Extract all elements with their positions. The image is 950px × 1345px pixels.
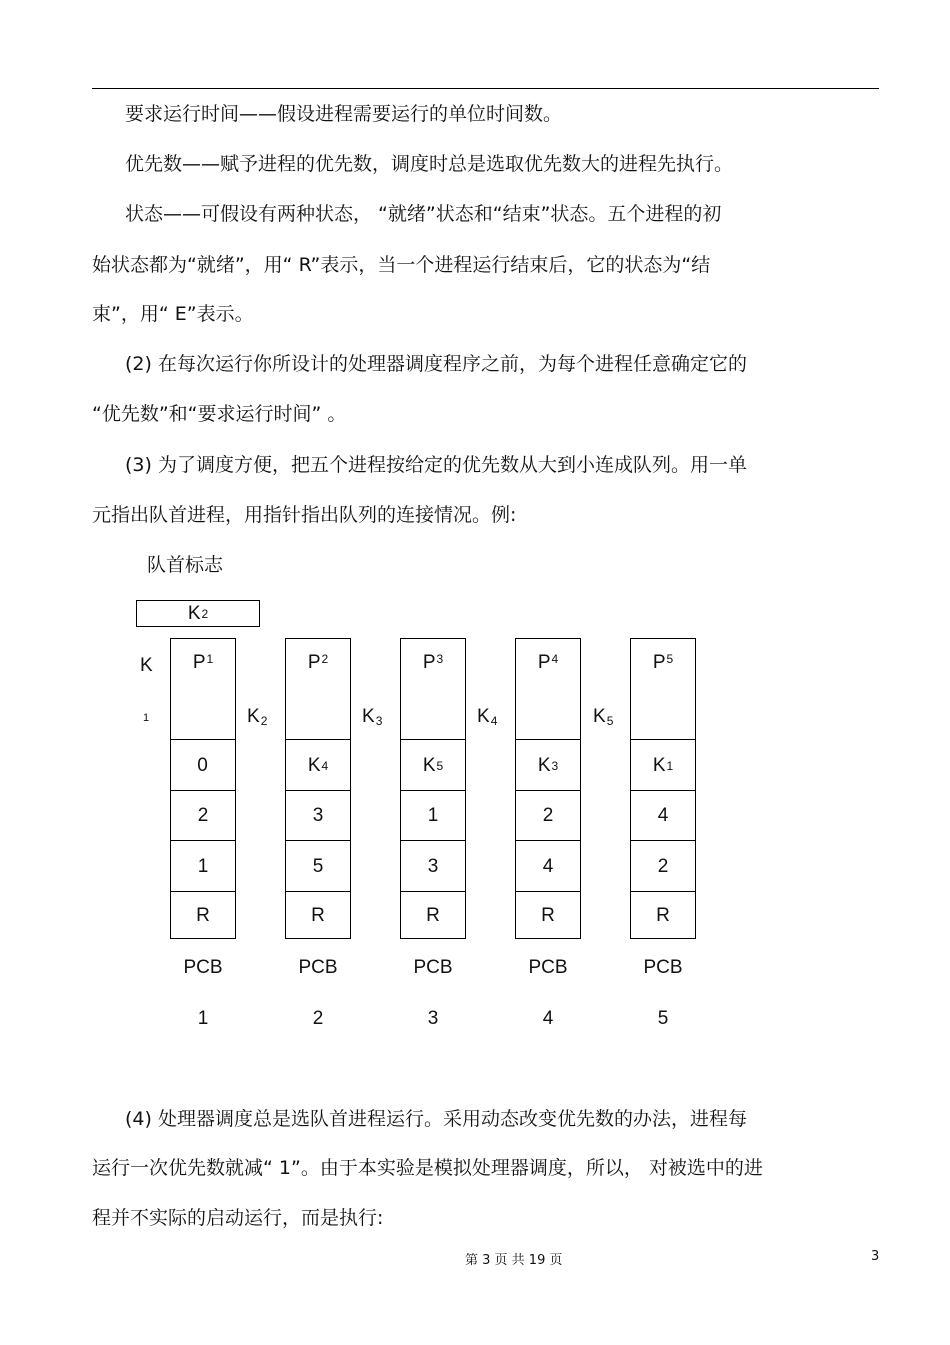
pcb-3-state-text: R <box>426 905 440 926</box>
pcb-2-field-next <box>286 739 350 791</box>
pcb-2-state-text: R <box>311 905 325 926</box>
pcb-5-next-text: K <box>652 754 666 776</box>
pcb-box-4 <box>515 638 581 939</box>
pcb-4-field-state <box>516 891 580 940</box>
link-pointer-1-letter: K <box>247 706 260 727</box>
pcb-4-priority-text: 2 <box>542 805 554 826</box>
pcb-3-name-sub: 3 <box>436 652 444 666</box>
diagram-caption: 队首标志 <box>147 555 224 576</box>
pcb-4-state-text: R <box>541 905 555 926</box>
footer-page-number: 3 <box>871 1249 880 1264</box>
para-line-12: 程并不实际的启动运行，而是执行: <box>92 1207 384 1229</box>
pcb-3-name-text: P <box>422 652 436 673</box>
para-line-10: (4) 处理器调度总是选队首进程运行。采用动态改变优先数的办法，进程每 <box>125 1108 747 1130</box>
queue-head-sub: 2 <box>201 606 209 621</box>
pcb-1-next-text: 0 <box>197 754 208 776</box>
queue-head-letter: K <box>187 602 201 624</box>
pcb-1-field-next <box>171 739 235 791</box>
para-line-2: 优先数——赋予进程的优先数，调度时总是选取优先数大的进程先执行。 <box>125 153 734 175</box>
pcb-1-name-sub: 1 <box>206 652 214 666</box>
link-pointer-3-letter: K <box>477 706 490 727</box>
pcb-5-label: PCB <box>643 957 683 978</box>
link-pointer-3-sub: 4 <box>490 714 498 728</box>
pcb-5-priority-text: 4 <box>657 805 669 826</box>
queue-head-box <box>136 600 260 627</box>
pcb-1-name-text: P <box>192 652 206 673</box>
link-pointer-4-letter: K <box>593 706 606 727</box>
pcb-1-field-time <box>171 840 235 892</box>
para-line-3: 状态——可假设有两种状态， “就绪”状态和“结束”状态。五个进程的初 <box>125 203 722 225</box>
pcb-box-3 <box>400 638 466 939</box>
pcb-5-field-priority <box>631 790 695 841</box>
para-line-7: “优先数”和“要求运行时间” 。 <box>92 403 347 425</box>
pcb-1-field-priority <box>171 790 235 841</box>
pcb-4-field-priority <box>516 790 580 841</box>
pcb-3-field-time <box>401 840 465 892</box>
pcb-3-priority-text: 1 <box>427 805 439 826</box>
pcb-box-5 <box>630 638 696 939</box>
link-pointer-2-letter: K <box>362 706 375 727</box>
pcb-5-field-state <box>631 891 695 940</box>
pcb-2-next-sub: 4 <box>321 758 329 773</box>
pcb-4-field-name <box>516 639 580 739</box>
pcb-5-name-text: P <box>652 652 666 673</box>
pcb-1-field-name <box>171 639 235 739</box>
link-pointer-1 <box>247 706 267 728</box>
pcb-3-field-next <box>401 739 465 791</box>
pcb-4-next-text: K <box>537 754 551 776</box>
pcb-1-state-text: R <box>196 905 210 926</box>
pcb-3-field-name <box>401 639 465 739</box>
pcb-4-number: 4 <box>542 1008 554 1029</box>
pcb-4-time-text: 4 <box>542 855 554 877</box>
pcb-2-name-text: P <box>307 652 321 673</box>
pcb-1-time-text: 1 <box>197 855 209 877</box>
pcb-4-name-sub: 4 <box>551 652 559 666</box>
link-pointer-2-sub: 3 <box>375 714 383 728</box>
pcb-3-number: 3 <box>427 1008 439 1029</box>
pcb-3-next-text: K <box>422 754 436 776</box>
pcb-5-field-name <box>631 639 695 739</box>
para-line-8: (3) 为了调度方便，把五个进程按给定的优先数从大到小连成队列。用一单 <box>125 454 747 476</box>
pcb-2-priority-text: 3 <box>312 805 324 826</box>
pcb-2-field-time <box>286 840 350 892</box>
pcb-4-name-text: P <box>537 652 551 673</box>
pcb-5-field-next <box>631 739 695 791</box>
para-line-5: 束”，用“ E”表示。 <box>92 303 254 325</box>
pcb-3-field-priority <box>401 790 465 841</box>
pcb-5-name-sub: 5 <box>666 652 674 666</box>
para-line-4: 始状态都为“就绪”，用“ R”表示，当一个进程运行结束后，它的状态为“结 <box>92 254 711 276</box>
pcb-box-1 <box>170 638 236 939</box>
para-line-6: (2) 在每次运行你所设计的处理器调度程序之前，为每个进程任意确定它的 <box>125 353 747 375</box>
link-pointer-4-sub: 5 <box>606 714 614 728</box>
link-pointer-3 <box>477 706 497 728</box>
pcb-1-number: 1 <box>197 1008 209 1029</box>
pcb-box-2 <box>285 638 351 939</box>
para-line-11: 运行一次优先数就减“ 1”。由于本实验是模拟处理器调度，所以， 对被选中的进 <box>92 1157 763 1179</box>
head-pointer-letter: K <box>140 655 153 676</box>
pcb-2-time-text: 5 <box>312 855 324 877</box>
pcb-2-name-sub: 2 <box>321 652 329 666</box>
para-line-1: 要求运行时间——假设进程需要运行的单位时间数。 <box>125 103 563 125</box>
para-line-9: 元指出队首进程，用指针指出队列的连接情况。例: <box>92 504 517 526</box>
pcb-3-next-sub: 5 <box>436 758 444 773</box>
pcb-2-label: PCB <box>298 957 338 978</box>
pcb-4-next-sub: 3 <box>551 758 559 773</box>
pcb-5-time-text: 2 <box>657 855 669 877</box>
pcb-3-label: PCB <box>413 957 453 978</box>
pcb-1-priority-text: 2 <box>197 805 209 826</box>
pcb-4-label: PCB <box>528 957 568 978</box>
pcb-2-field-state <box>286 891 350 940</box>
pcb-2-number: 2 <box>312 1008 324 1029</box>
pcb-5-next-sub: 1 <box>666 758 674 773</box>
pcb-2-next-text: K <box>307 754 321 776</box>
pcb-4-field-time <box>516 840 580 892</box>
pcb-5-number: 5 <box>657 1008 669 1029</box>
pcb-2-field-priority <box>286 790 350 841</box>
pcb-5-state-text: R <box>656 905 670 926</box>
pcb-1-field-state <box>171 891 235 940</box>
pcb-2-field-name <box>286 639 350 739</box>
pcb-1-label: PCB <box>183 957 223 978</box>
footer-page-info: 第 3 页 共 19 页 <box>465 1253 563 1268</box>
pcb-3-time-text: 3 <box>427 855 439 877</box>
link-pointer-4 <box>593 706 613 728</box>
link-pointer-2 <box>362 706 382 728</box>
pcb-5-field-time <box>631 840 695 892</box>
header-rule <box>92 88 879 89</box>
pcb-3-field-state <box>401 891 465 940</box>
pcb-4-field-next <box>516 739 580 791</box>
head-pointer-sub: 1 <box>143 712 150 724</box>
link-pointer-1-sub: 2 <box>260 714 268 728</box>
